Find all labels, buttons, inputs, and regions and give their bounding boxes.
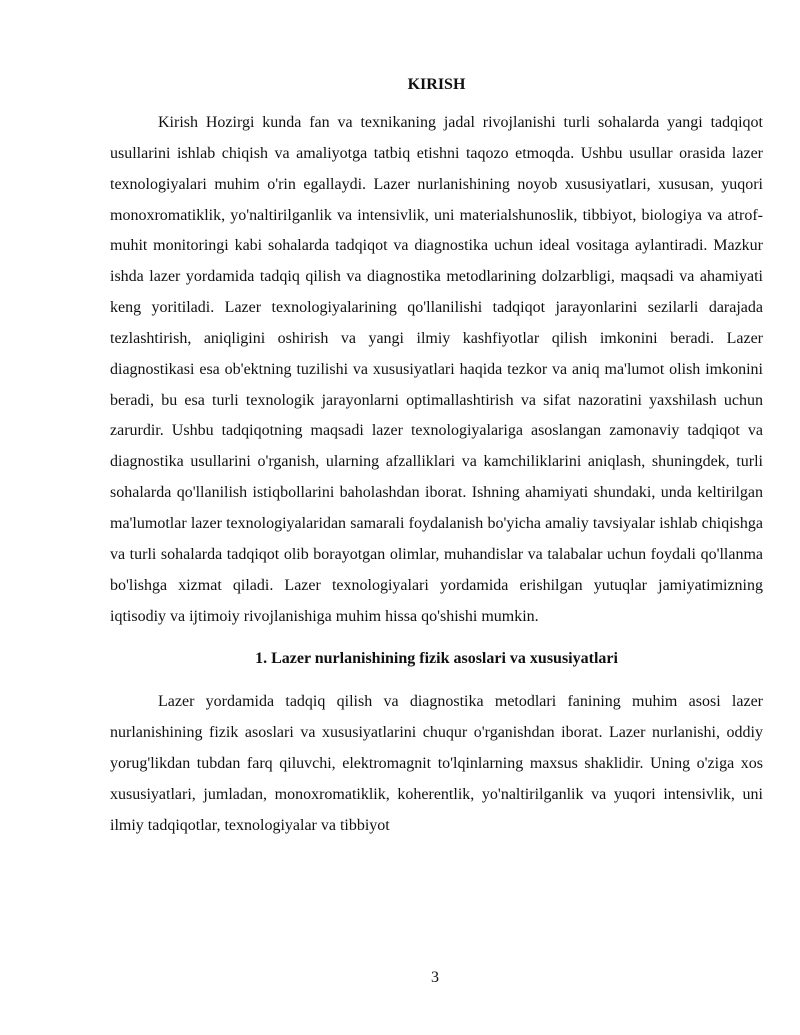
document-page [110, 70, 763, 842]
intro-paragraph: Kirish Hozirgi kunda fan va texnikaning jadal rivojlanishi turli sohalarda yangi tadqiqot usullarini ishlab chiqish va amaliyotga tatbiq etishni taqozo etmoqda. Ushbu usullar orasida lazer texnologiyalari muhim o'rin egallaydi. Lazer nurlanishining noyob xususiyatlari, xususan, yuqori monoxromatiklik, yo'naltirilganlik va intensivlik, uni materialshunoslik, tibbiyot, biologiya va atrof-muhit monitoringi kabi sohalarda tadqiqot va diagnostika uchun ideal vositaga aylantiradi. Mazkur ishda lazer yordamida tadqiq qilish va diagnostika metodlarining dolzarbligi, maqsadi va ahamiyati keng yoritiladi. Lazer texnologiyalarining qo'llanilishi tadqiqot jarayonlarini sezilarli darajada tezlashtirish, aniqligini oshirish va yangi ilmiy kashfiyotlar qilish imkonini beradi. Lazer diagnostikasi esa ob'ektning tuzilishi va xususiyatlari haqida tezkor va aniq ma'lumot olish imkonini beradi, bu esa turli texnologik jarayonlarni optimallashtirish va sifat nazoratini yaxshilash uchun zarurdir. Ushbu tadqiqotning maqsadi lazer texnologiyalariga asoslangan zamonaviy tadqiqot va diagnostika usullarini o'rganish, ularning afzalliklari va kamchiliklarini aniqlash, shuningdek, turli sohalarda qo'llanilish istiqbollarini baholashdan iborat. Ishning ahamiyati shundaki, unda keltirilgan ma'lumotlar lazer texnologiyalaridan samarali foydalanish bo'yicha amaliy tavsiyalar ishlab chiqishga va turli sohalarda tadqiqot olib borayotgan olimlar, muhandislar va talabalar uchun foydali qo'llanma bo'lishga xizmat qiladi. Lazer texnologiyalari yordamida erishilgan yutuqlar jamiyatimizning iqtisodiy va ijtimoiy rivojlanishiga muhim hissa qo'shishi mumkin. [110, 114, 763, 625]
section-paragraph: Lazer yordamida tadqiq qilish va diagnostika metodlari fanining muhim asosi lazer nurlanishining fizik asoslari va xususiyatlarini chuqur o'rganishdan iborat. Lazer nurlanishi, oddiy yorug'likdan tubdan farq qiluvchi, elektromagnit to'lqinlarning maxsus shaklidir. Uning o'ziga xos xususiyatlari, jumladan, monoxromatiklik, koherentlik, yo'naltirilganlik va yuqori intensivlik, uni ilmiy tadqiqotlar, texnologiyalar va tibbiyot [110, 693, 763, 834]
section-heading: 1. Lazer nurlanishining fizik asoslari va xususiyatlari [255, 650, 618, 668]
page-number: 3 [431, 969, 439, 986]
document-title: KIRISH [407, 76, 466, 93]
